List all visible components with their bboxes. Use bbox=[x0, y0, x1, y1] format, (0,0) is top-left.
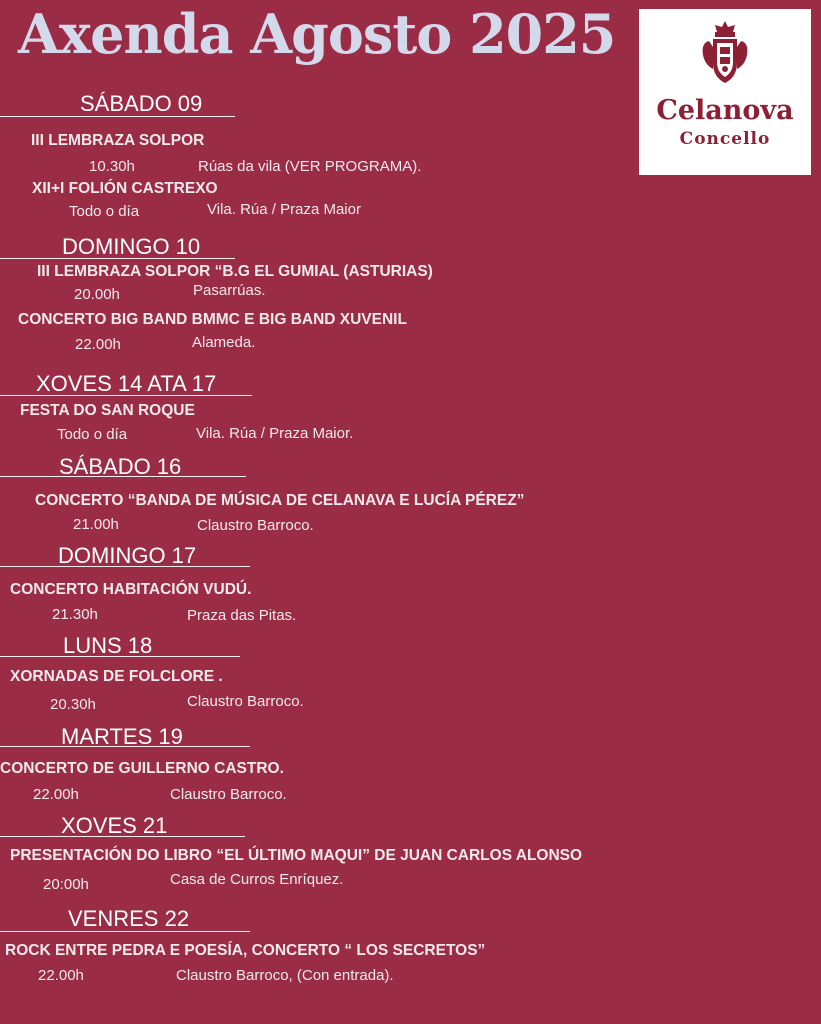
event-place: Claustro Barroco. bbox=[170, 786, 287, 803]
event-place: Vila. Rúa / Praza Maior bbox=[207, 201, 361, 218]
event-place: Praza das Pitas. bbox=[187, 607, 297, 624]
day-heading-luns-18: LUNS 18 bbox=[63, 633, 153, 658]
event-title: FESTA DO SAN ROQUE bbox=[20, 402, 195, 419]
event-title: CONCERTO BIG BAND BMMC E BIG BAND XUVENIL bbox=[18, 311, 407, 328]
event-time: 22.00h bbox=[75, 336, 121, 353]
event-time: 20:00h bbox=[43, 876, 89, 893]
day-heading-venres-22: VENRES 22 bbox=[68, 906, 190, 931]
event-place: Pasarrúas. bbox=[193, 282, 266, 299]
day-divider bbox=[0, 476, 246, 477]
day-heading-sabado-16: SÁBADO 16 bbox=[59, 454, 182, 479]
event-place: Claustro Barroco. bbox=[187, 693, 304, 710]
event-time: Todo o día bbox=[69, 203, 140, 220]
day-divider bbox=[0, 656, 240, 657]
day-divider bbox=[0, 746, 250, 747]
day-heading-xoves-21: XOVES 21 bbox=[61, 813, 168, 838]
event-place: Claustro Barroco, (Con entrada). bbox=[176, 967, 394, 984]
day-divider bbox=[0, 566, 250, 567]
event-place: Vila. Rúa / Praza Maior. bbox=[196, 425, 354, 442]
day-divider bbox=[0, 931, 250, 932]
day-divider bbox=[0, 395, 252, 396]
event-place: Casa de Curros Enríquez. bbox=[170, 871, 344, 888]
event-time: 22.00h bbox=[38, 967, 84, 984]
event-place: Claustro Barroco. bbox=[197, 517, 314, 534]
day-heading-sabado-09: SÁBADO 09 bbox=[80, 91, 203, 116]
page-title: Axenda Agosto 2025 bbox=[18, 2, 616, 66]
event-place: Rúas da vila (VER PROGRAMA). bbox=[198, 158, 422, 175]
event-time: 21.00h bbox=[73, 516, 119, 533]
event-time: 21.30h bbox=[52, 606, 98, 623]
day-divider bbox=[0, 116, 235, 117]
event-title: III LEMBRAZA SOLPOR bbox=[31, 132, 205, 149]
day-divider bbox=[0, 836, 245, 837]
event-title: CONCERTO “BANDA DE MÚSICA DE CELANAVA E LUCÍA PÉREZ” bbox=[35, 492, 525, 509]
day-heading-domingo-17: DOMINGO 17 bbox=[58, 543, 197, 568]
event-time: 22.00h bbox=[33, 786, 79, 803]
crest-icon bbox=[695, 19, 755, 89]
celanova-logo bbox=[639, 9, 811, 175]
day-heading-xoves-14-ata-17: XOVES 14 ATA 17 bbox=[36, 371, 217, 396]
day-heading-martes-19: MARTES 19 bbox=[61, 724, 183, 749]
logo-name: Celanova bbox=[656, 95, 794, 126]
event-time: Todo o día bbox=[57, 426, 128, 443]
day-heading-domingo-10: DOMINGO 10 bbox=[62, 234, 201, 259]
event-place: Alameda. bbox=[192, 334, 256, 351]
event-time: 20.00h bbox=[74, 286, 120, 303]
day-divider bbox=[0, 258, 235, 259]
event-title: III LEMBRAZA SOLPOR “B.G EL GUMIAL (ASTURIAS) bbox=[37, 263, 433, 280]
event-title: CONCERTO DE GUILLERNO CASTRO. bbox=[0, 760, 284, 777]
event-time: 20.30h bbox=[50, 696, 96, 713]
event-title: XORNADAS DE FOLCLORE . bbox=[10, 668, 223, 685]
event-title: XII+I FOLIÓN CASTREXO bbox=[32, 180, 218, 197]
event-title: ROCK ENTRE PEDRA E POESÍA, CONCERTO “ LOS SECRETOS” bbox=[5, 942, 486, 959]
event-title: PRESENTACIÓN DO LIBRO “EL ÚLTIMO MAQUI” DE JUAN CARLOS ALONSO bbox=[10, 847, 583, 864]
logo-subtitle: Concello bbox=[679, 129, 771, 149]
event-title: CONCERTO HABITACIÓN VUDÚ. bbox=[10, 581, 252, 598]
event-time: 10.30h bbox=[89, 158, 135, 175]
